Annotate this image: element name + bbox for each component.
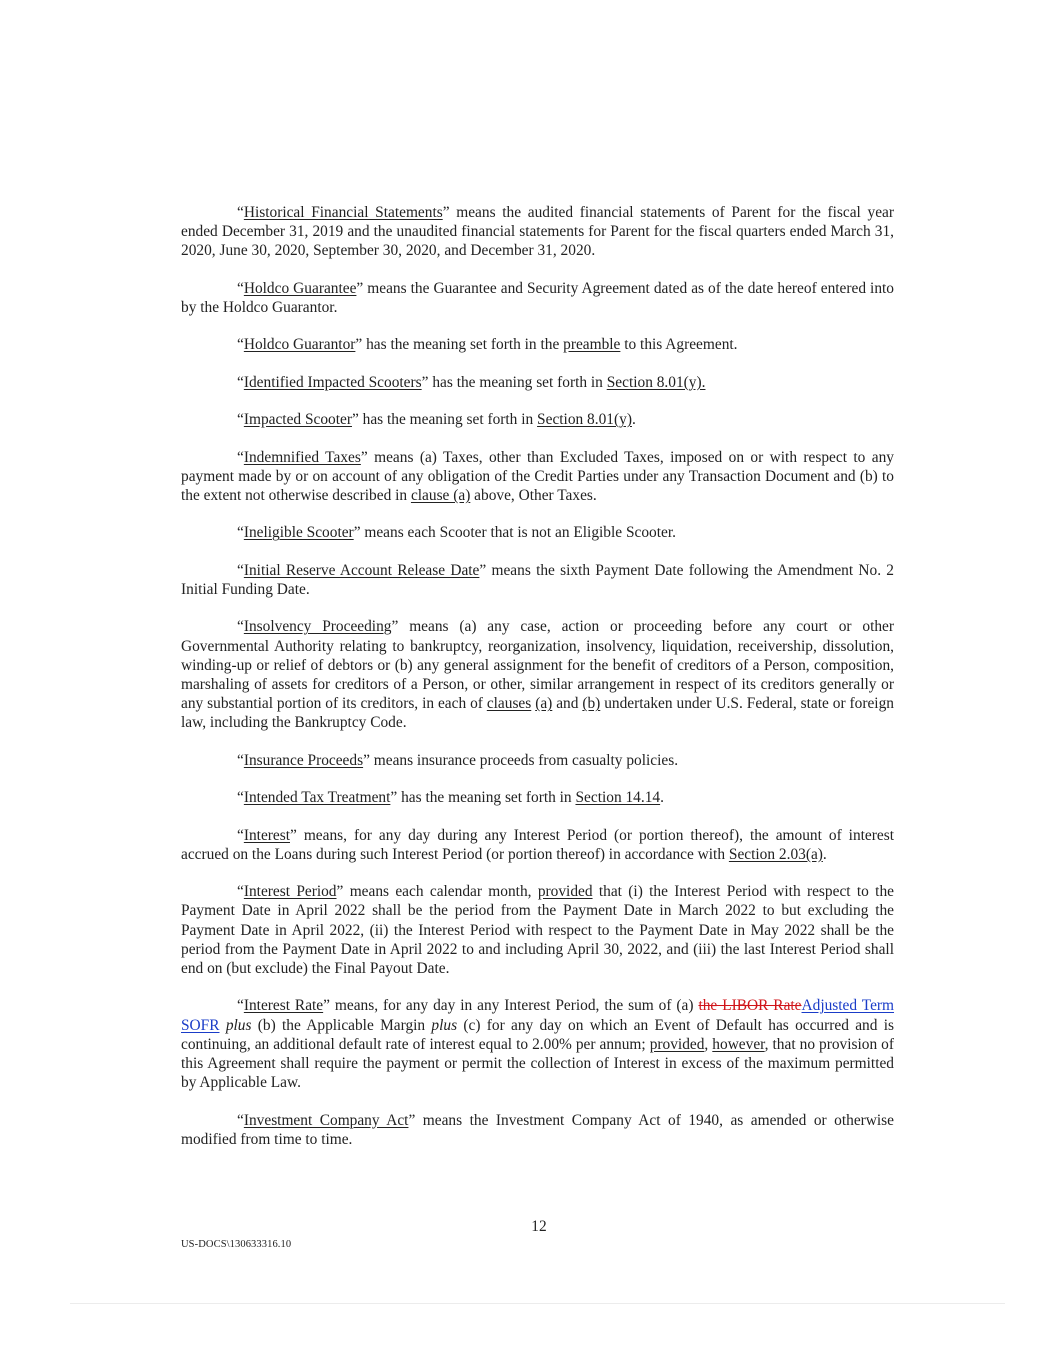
cross-reference: preamble <box>563 336 621 354</box>
defined-term: Insolvency Proceeding <box>243 618 392 636</box>
defined-term: Impacted Scooter <box>243 411 352 429</box>
defined-term: Holdco Guarantor <box>243 336 356 354</box>
cross-reference: Section 2.03(a) <box>728 845 823 863</box>
document-id: US-DOCS\130633316.10 <box>181 1239 292 1250</box>
page-bottom-divider <box>70 1303 1005 1304</box>
defined-term: Ineligible Scooter <box>243 524 354 542</box>
cross-reference: Section 8.01(y) <box>537 411 632 429</box>
cross-reference: Section 14.14 <box>575 789 661 807</box>
proviso-term: provided <box>537 883 593 901</box>
defined-term: Historical Financial Statements <box>243 204 443 221</box>
definition-ineligible-scooter: “Ineligible Scooter” means each Scooter that is not an Eligible Scooter. <box>237 524 676 542</box>
cross-reference: clauses <box>486 695 532 713</box>
definition-identified-impacted-scooters: “Identified Impacted Scooters” has the meaning set forth in Section 8.01(y). <box>237 373 706 391</box>
definition-initial-reserve-account-release-date: “Initial Reserve Account Release Date” means the sixth Payment Date following the Amendment No. 2 Initial Funding Date. <box>181 561 894 598</box>
cross-reference: clause (a) <box>410 486 471 504</box>
definition-insolvency-proceeding: “Insolvency Proceeding” means (a) any case, action or proceeding before any court or other Governmental Authority relating to bankruptcy, reorganization, insolvency, liquidation, receivership, dissolution, winding-up or relief of debtors or (b) any general assignment for the benefit of creditors of a Person, composition, marshaling of assets for creditors of a Person, or other, similar arrangement in respect of its creditors generally or any substantial portion of its creditors, in each of clauses (a) and (b) undertaken under U.S. Federal, state or foreign law, including the Bankruptcy Code. <box>181 618 894 732</box>
definition-indemnified-taxes: “Indemnified Taxes” means (a) Taxes, other than Excluded Taxes, imposed on or with respect to any payment made by or on account of any obligation of the Credit Parties under any Transaction Document and (b) to the extent not otherwise described in clause (a) above, Other Taxes. <box>181 448 894 504</box>
definition-insurance-proceeds: “Insurance Proceeds” means insurance proceeds from casualty policies. <box>237 751 679 769</box>
defined-term: Identified Impacted Scooters <box>243 373 422 391</box>
inserted-text: Adjusted Term SOFR <box>181 997 895 1034</box>
definition-holdco-guarantee: “Holdco Guarantee” means the Guarantee and Security Agreement dated as of the date hereof entered into by the Holdco Guarantor. <box>181 279 894 316</box>
defined-term: Interest <box>243 826 290 844</box>
definition-investment-company-act: “Investment Company Act” means the Investment Company Act of 1940, as amended or otherwise modified from time to time. <box>181 1111 894 1148</box>
definition-interest: “Interest” means, for any day during any Interest Period (or portion thereof), the amount of interest accrued on the Loans during such Interest Period (or portion thereof) in accordance with Section 2.03(a). <box>181 826 894 863</box>
definition-interest-period: “Interest Period” means each calendar month, provided that (i) the Interest Period with respect to the Payment Date in April 2022 shall be the period from the Payment Date in March 2022 to but excluding the Payment Date in April 2022, (ii) the Interest Period with respect to the Payment Date in May 2022 shall be the period from the Payment Date in April 2022 to and including April 30, 2022, and (iii) the last Interest Period shall end on (but exclude) the Final Payout Date. <box>181 883 894 977</box>
defined-term: Intended Tax Treatment <box>243 789 391 807</box>
cross-reference: Section 8.01(y). <box>606 373 706 391</box>
page-number: 12 <box>531 1218 547 1235</box>
defined-term: Interest Rate <box>243 997 324 1015</box>
defined-term: Holdco Guarantee <box>243 279 357 297</box>
definition-intended-tax-treatment: “Intended Tax Treatment” has the meaning set forth in Section 14.14. <box>237 789 664 807</box>
defined-term: Insurance Proceeds <box>243 751 364 769</box>
defined-term: Interest Period <box>243 883 337 901</box>
defined-term: Initial Reserve Account Release Date <box>243 561 480 579</box>
deleted-text: the LIBOR Rate <box>698 997 802 1015</box>
cross-reference: (b) <box>582 695 601 713</box>
defined-term: Investment Company Act <box>243 1111 409 1129</box>
proviso-term: however <box>712 1035 765 1053</box>
definition-holdco-guarantor: “Holdco Guarantor” has the meaning set forth in the preamble to this Agreement. <box>237 336 738 354</box>
defined-term: Indemnified Taxes <box>243 448 361 466</box>
definitions-body <box>181 203 894 1167</box>
cross-reference: (a) <box>535 695 553 713</box>
proviso-term: provided <box>649 1035 705 1053</box>
definition-historical-financial-statements: “Historical Financial Statements” means the audited financial statements of Parent for the fiscal year ended December 31, 2019 and the unaudited financial statements for Parent for the fiscal quarters ended March 31, 2020, June 30, 2020, September 30, 2020, and December 31, 2020. <box>181 204 894 260</box>
definition-impacted-scooter: “Impacted Scooter” has the meaning set forth in Section 8.01(y). <box>237 411 636 429</box>
definition-interest-rate: “Interest Rate” means, for any day in any Interest Period, the sum of (a) the LIBOR RateAdjusted Term SOFR plus (b) the Applicable Margin plus (c) for any day on which an Event of Default has occurred and is continuing, an additional default rate of interest equal to 2.00% per annum; provided, however, that no provision of this Agreement shall require the payment or permit the collection of Interest in excess of the maximum permitted by Applicable Law. <box>181 997 895 1092</box>
